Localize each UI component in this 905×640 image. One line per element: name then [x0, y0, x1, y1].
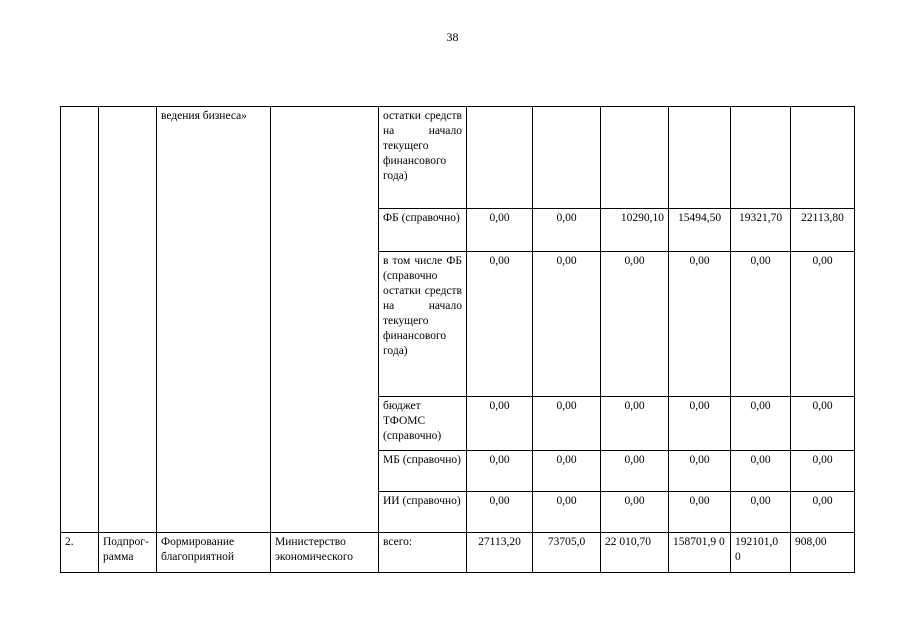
cell-value: 0,00	[601, 397, 669, 451]
cell-value: 0,00	[791, 252, 855, 397]
cell-value: 0,00	[669, 252, 731, 397]
cell-value	[601, 107, 669, 209]
cell-value: 73705,0	[533, 533, 601, 573]
cell-source: остатки средств на начало текущего финансового года)	[379, 107, 467, 209]
cell-value: 0,00	[601, 252, 669, 397]
cell-value: 0,00	[467, 209, 533, 252]
cell-value: 0,00	[731, 451, 791, 492]
cell-executor: Министерство экономического	[271, 533, 379, 573]
page-number: 38	[446, 30, 459, 44]
cell-value: 158701,9 0	[669, 533, 731, 573]
cell-source: всего:	[379, 533, 467, 573]
cell-value: 0,00	[669, 492, 731, 533]
cell-value: 15494,50	[669, 209, 731, 252]
cell-value: 0,00	[467, 397, 533, 451]
cell-value: 0,00	[791, 397, 855, 451]
cell-value: 0,00	[533, 252, 601, 397]
cell-value: 0,00	[669, 397, 731, 451]
cell-executor	[271, 107, 379, 533]
cell-value: 0,00	[467, 451, 533, 492]
cell-value: 0,00	[601, 492, 669, 533]
cell-value: 0,00	[601, 451, 669, 492]
cell-source: бюджет ТФОМС (справочно)	[379, 397, 467, 451]
cell-type	[99, 107, 157, 533]
cell-value: 0,00	[791, 451, 855, 492]
cell-value: 0,00	[731, 397, 791, 451]
cell-number	[61, 107, 99, 533]
cell-value: 10290,10	[601, 209, 669, 252]
cell-value: 0,00	[533, 397, 601, 451]
table-row	[61, 533, 855, 573]
cell-type: Подпрог-рамма	[99, 533, 157, 573]
cell-value: 0,00	[791, 492, 855, 533]
cell-value: 27113,20	[467, 533, 533, 573]
cell-source: МБ (справочно)	[379, 451, 467, 492]
cell-source: в том числе ФБ (справочно остатки средств на начало текущего финансового года)	[379, 252, 467, 397]
cell-source: ФБ (справочно)	[379, 209, 467, 252]
cell-value: 22 010,70	[601, 533, 669, 573]
cell-value: 0,00	[467, 252, 533, 397]
cell-value	[467, 107, 533, 209]
cell-value: 0,00	[533, 451, 601, 492]
cell-value: 0,00	[533, 492, 601, 533]
cell-name: Формирование благоприятной	[157, 533, 271, 573]
cell-number: 2.	[61, 533, 99, 573]
cell-value: 0,00	[669, 451, 731, 492]
cell-value: 192101,0 0	[731, 533, 791, 573]
cell-value	[791, 107, 855, 209]
cell-value: 0,00	[533, 209, 601, 252]
cell-value: 0,00	[731, 252, 791, 397]
cell-value: 22113,80	[791, 209, 855, 252]
cell-name: ведения бизнеса»	[157, 107, 271, 533]
cell-source: ИИ (справочно)	[379, 492, 467, 533]
table-row	[61, 107, 855, 209]
cell-value	[533, 107, 601, 209]
budget-table	[60, 106, 855, 573]
cell-value	[669, 107, 731, 209]
cell-value	[731, 107, 791, 209]
cell-value: 0,00	[731, 492, 791, 533]
cell-value: 19321,70	[731, 209, 791, 252]
cell-value: 0,00	[467, 492, 533, 533]
cell-value: 908,00	[791, 533, 855, 573]
